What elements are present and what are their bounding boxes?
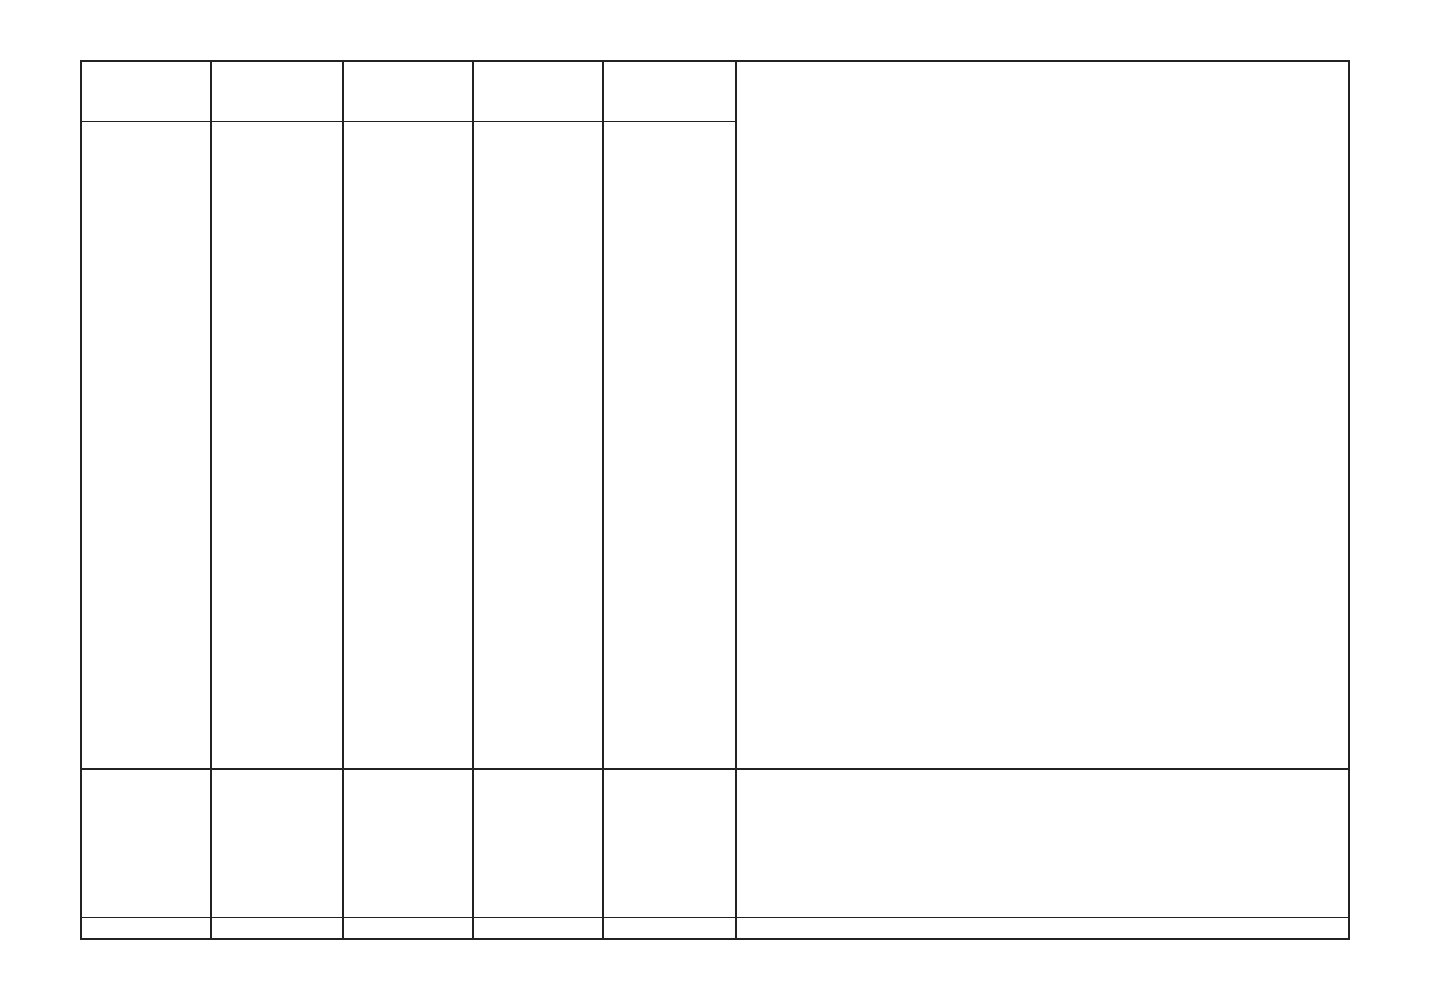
side-credit bbox=[1418, 10, 1432, 990]
